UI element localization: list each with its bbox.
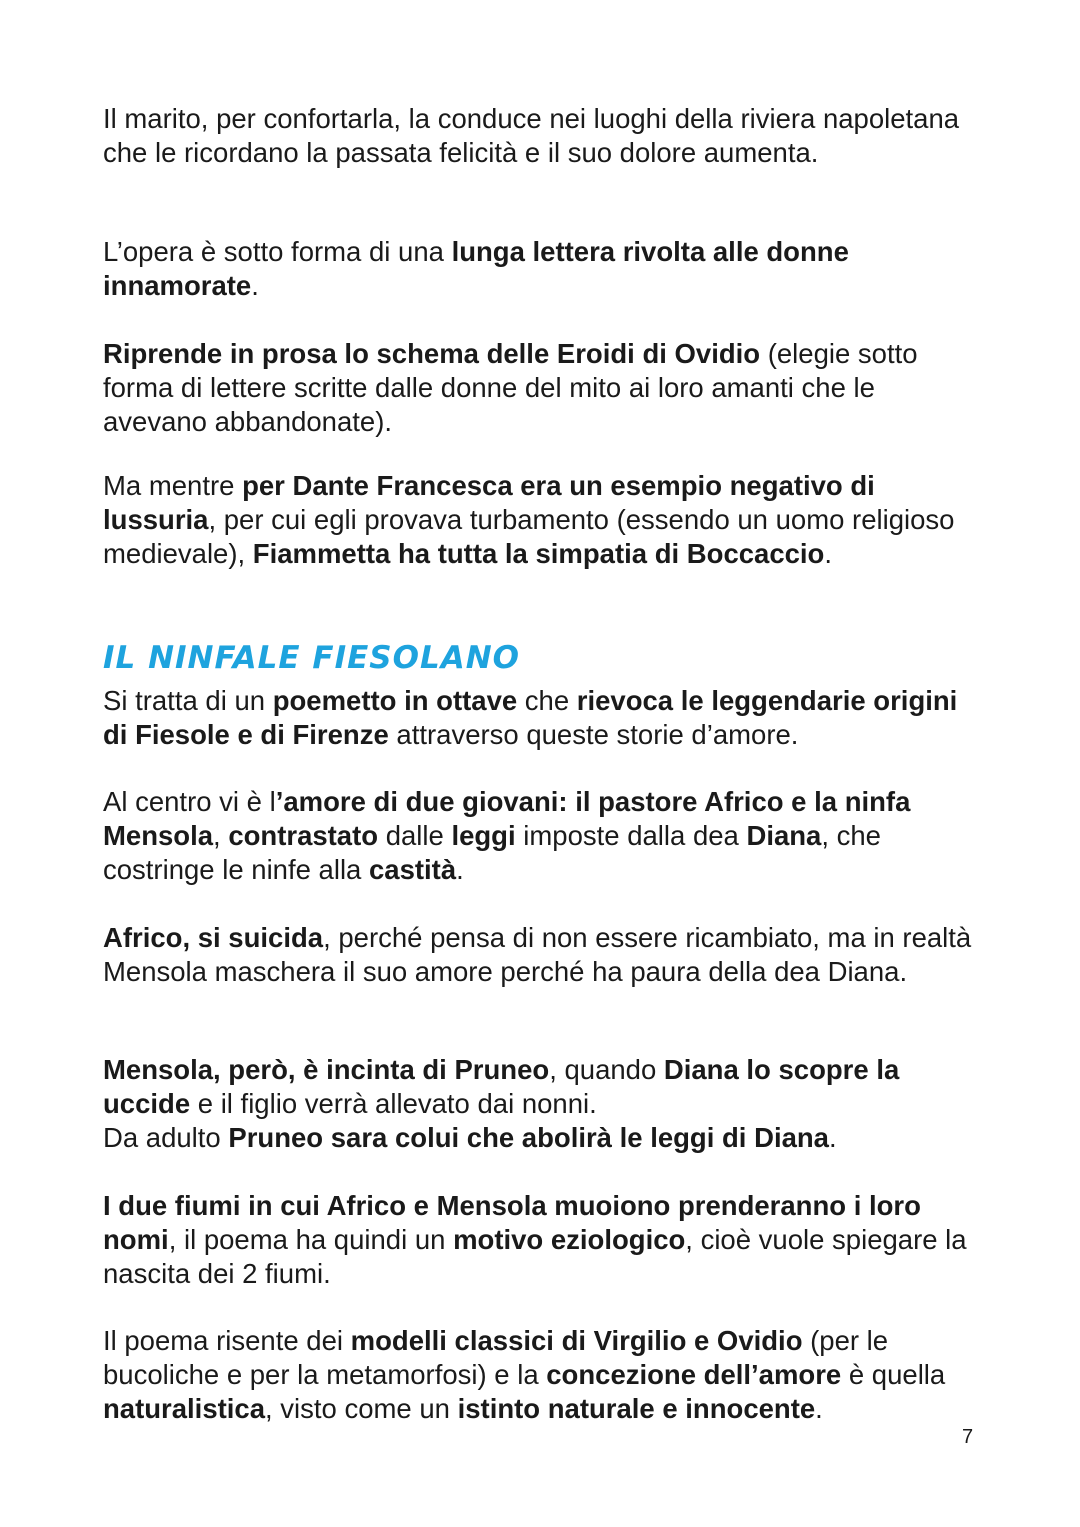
bold-text: motivo eziologico: [453, 1224, 686, 1255]
bold-text: Fiammetta ha tutta la simpatia di Boccaccio: [252, 538, 825, 569]
text: , perché pensa di non essere ricambiato, ma in realtà Mensola maschera il suo amore perché ha paura della dea Diana.: [103, 922, 972, 987]
bold-text: poemetto in ottave: [272, 685, 518, 716]
text: , per cui egli provava turbamento (essendo un uomo religioso medievale),: [103, 504, 955, 569]
text: ,: [213, 820, 229, 851]
text: Il marito, per confortarla, la conduce nei luoghi della riviera napoletana che le ricordano la passata felicità e il suo dolore aumenta.: [103, 103, 960, 168]
text: , che costringe le ninfe alla: [103, 820, 881, 885]
text: .: [828, 1122, 837, 1153]
bold-text: Africo, si suicida: [103, 922, 324, 953]
text: .: [824, 538, 832, 569]
paragraph-amore: [103, 785, 983, 887]
bold-text: Pruneo sara colui che abolirà le leggi di Diana: [228, 1122, 829, 1153]
paragraph-modelli: [103, 1324, 983, 1426]
bold-text: concezione dell’amore: [546, 1359, 842, 1390]
text: Si tratta di un: [103, 685, 273, 716]
bold-text: castità: [369, 854, 457, 885]
text: Ma mentre: [103, 470, 243, 501]
bold-text: modelli classici di Virgilio e Ovidio: [350, 1325, 803, 1356]
text: , cioè vuole spiegare la nascita dei 2 fiumi.: [103, 1224, 967, 1289]
text: L’opera è sotto forma di una: [103, 236, 452, 267]
bold-text: leggi: [451, 820, 516, 851]
text: dalle: [378, 820, 452, 851]
text: .: [251, 270, 259, 301]
bold-text: istinto naturale e innocente: [457, 1393, 816, 1424]
text: Al centro vi è l: [103, 786, 276, 817]
paragraph-dante: [103, 469, 983, 571]
text: , quando: [549, 1054, 664, 1085]
bold-text: contrastato: [228, 820, 379, 851]
text: attraverso queste storie d’amore.: [388, 719, 799, 750]
section-heading: IL NINFALE FIESOLANO: [103, 640, 521, 676]
bold-text: I due fiumi in cui Africo e Mensola muoiono prenderanno i loro nomi: [103, 1190, 921, 1255]
bold-text: lunga lettera rivolta alle donne innamorate: [103, 236, 849, 301]
paragraph-lettera: [103, 235, 983, 303]
bold-text: Diana lo scopre la uccide: [103, 1054, 900, 1119]
text: , visto come un: [265, 1393, 458, 1424]
text: , il poema ha quindi un: [168, 1224, 454, 1255]
text: (per le bucoliche e per la metamorfosi) e la: [103, 1325, 889, 1390]
bold-text: ’amore di due giovani: il pastore Africo e la ninfa Mensola: [103, 786, 911, 851]
text: è quella: [841, 1359, 946, 1390]
paragraph-africo: [103, 921, 983, 989]
page-number: 7: [962, 1426, 974, 1448]
bold-text: naturalistica: [103, 1393, 266, 1424]
text: Da adulto: [103, 1122, 229, 1153]
bold-text: Riprende in prosa lo schema delle Eroidi di Ovidio: [103, 338, 761, 369]
paragraph-poemetto: [103, 684, 983, 752]
paragraph-riviera: [103, 102, 983, 170]
text: (elegie sotto forma di lettere scritte dalle donne del mito ai loro amanti che le avevano abbandonate).: [103, 338, 918, 437]
bold-text: Diana: [746, 820, 822, 851]
text: imposte dalla dea: [515, 820, 747, 851]
text: Il poema risente dei: [103, 1325, 351, 1356]
bold-text: rievoca le leggendarie origini di Fiesole e di Firenze: [103, 685, 958, 750]
text: .: [815, 1393, 823, 1424]
bold-text: per Dante Francesca era un esempio negativo di lussuria: [103, 470, 875, 535]
bold-text: Mensola, però, è incinta di Pruneo: [103, 1054, 550, 1085]
text: che: [517, 685, 577, 716]
text: .: [456, 854, 464, 885]
text: e il figlio verrà allevato dai nonni.: [190, 1088, 597, 1119]
paragraph-fiumi: [103, 1189, 983, 1291]
paragraph-eroidi: [103, 337, 983, 439]
paragraph-mensola: [103, 1053, 983, 1155]
